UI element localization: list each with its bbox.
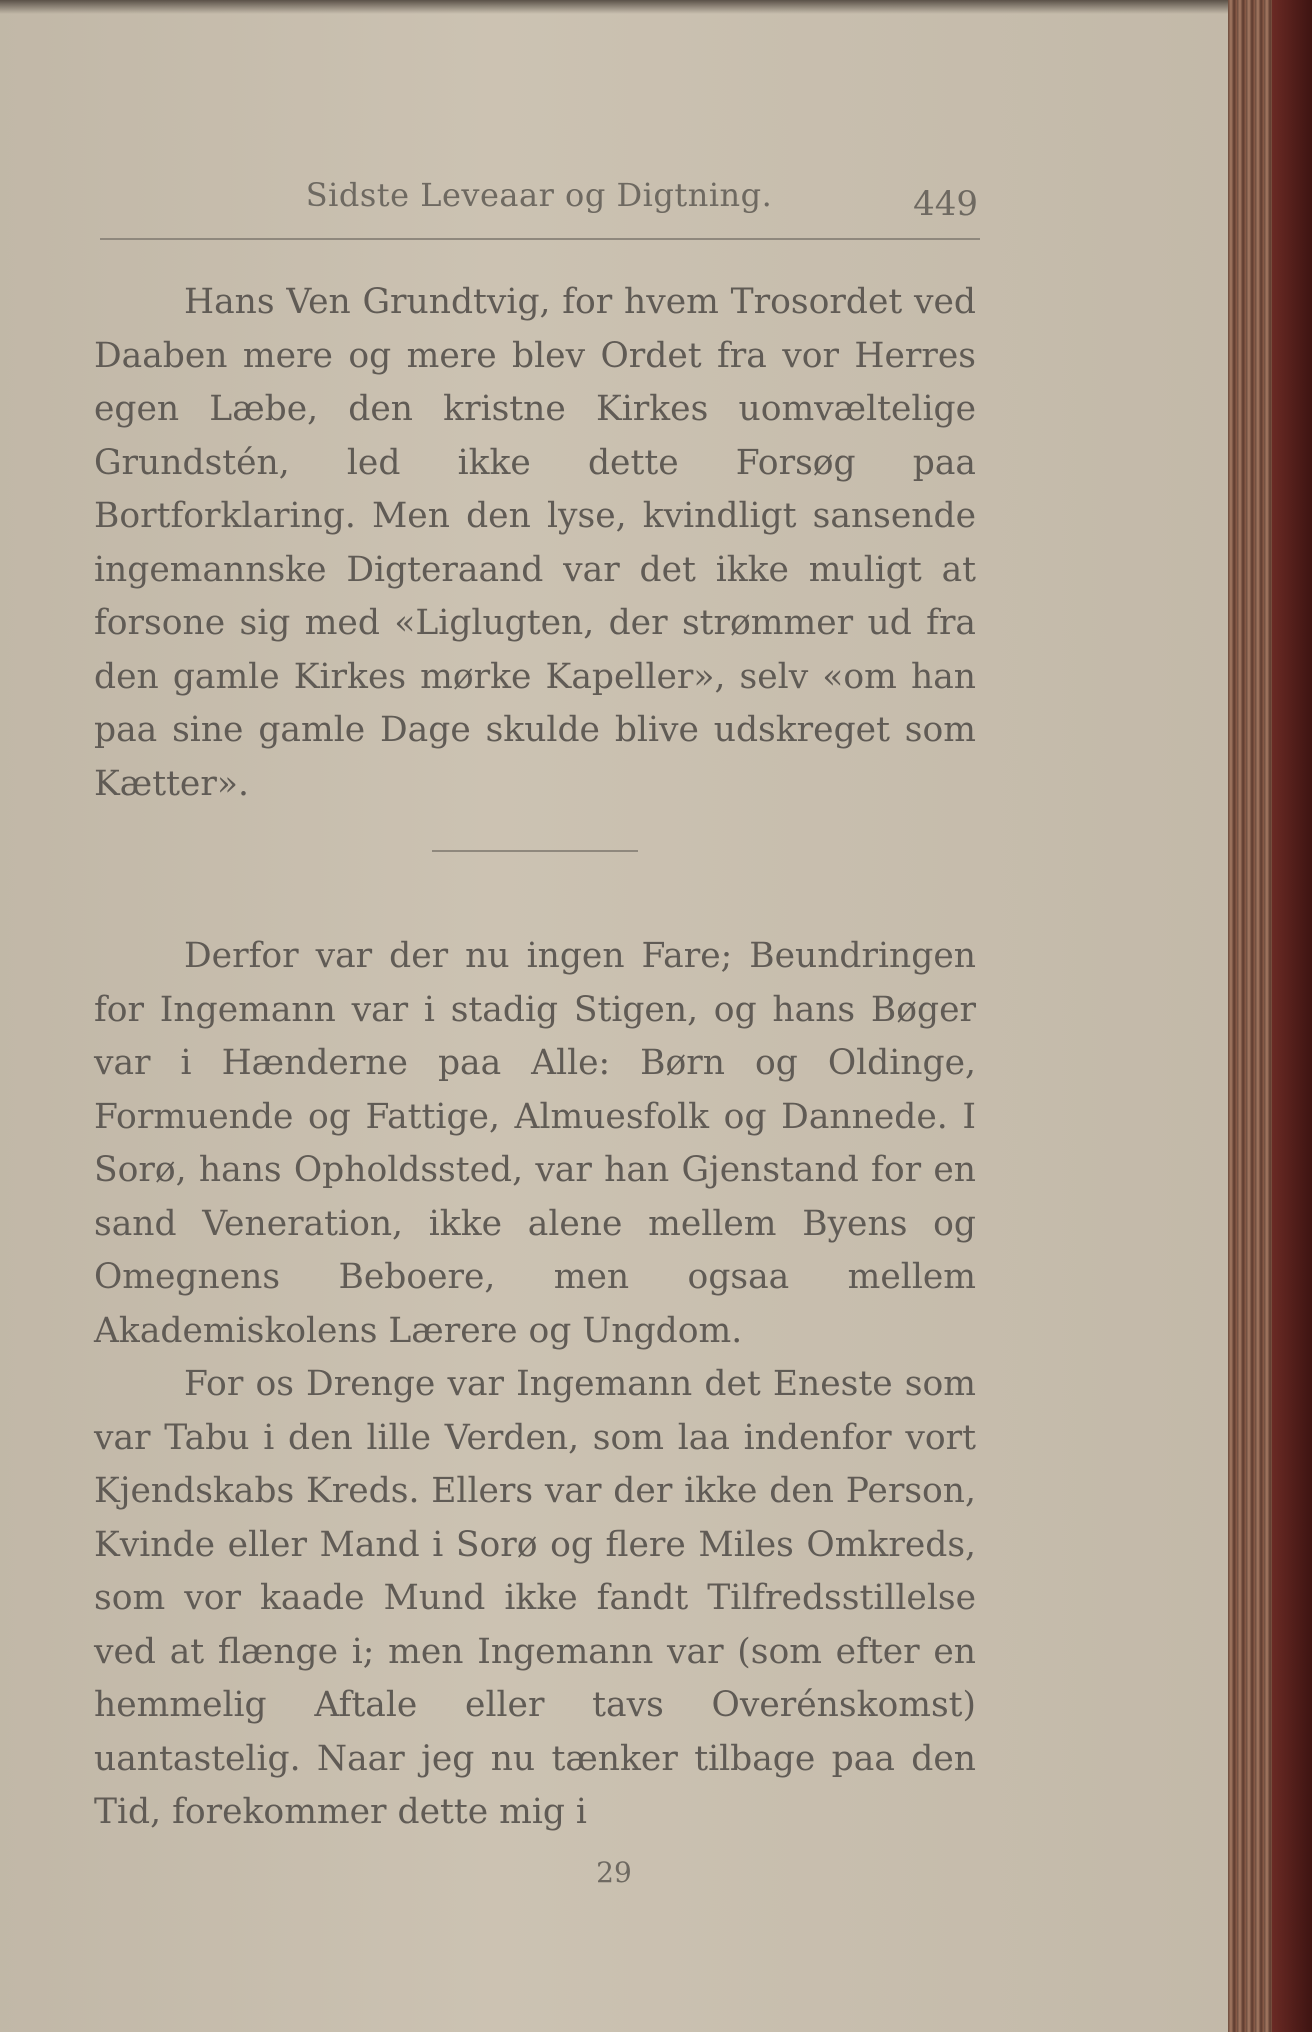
- book-cover-edge: [1272, 0, 1312, 2032]
- text-block-lower: [94, 930, 976, 1840]
- running-title: Sidste Leveaar og Digtning.: [305, 176, 773, 214]
- page-number: 449: [913, 184, 978, 224]
- text-block-upper: [94, 276, 976, 811]
- header-rule: [100, 238, 980, 240]
- page-header: [96, 160, 982, 230]
- signature-mark: 29: [596, 1856, 632, 1889]
- paragraph-grundtvig: Hans Ven Grundtvig, for hvem Trosordet ved Daaben mere og mere blev Ordet fra vor Herres egen Læbe, den kristne Kirkes uomvæltelige Grundstén, led ikke dette Forsøg paa Bortforklaring. Men den lyse, kvindligt sansende ingemannske Digteraand var det ikke muligt at forsone sig med «Liglugten, der strømmer ud fra den gamle Kirkes mørke Kapeller», selv «om han paa sine gamle Dage skulde blive udskreget som Kætter».: [94, 282, 976, 804]
- paragraph-derfor: Derfor var der nu ingen Fare; Beundringen for Ingemann var i stadig Stigen, og hans Bøger var i Hænderne paa Alle: Børn og Oldinge, Formuende og Fattige, Almuesfolk og Dannede. I Sorø, hans Opholdssted, var han Gjenstand for en sand Veneration, ikke alene mellem Byens og Omegnens Beboere, men ogsaa mellem Akademiskolens Lærere og Ungdom.: [94, 936, 976, 1351]
- section-separator: [432, 850, 638, 852]
- page-top-shadow: [0, 0, 1228, 14]
- paragraph-drenge: For os Drenge var Ingemann det Eneste som var Tabu i den lille Verden, som laa indenfor vort Kjendskabs Kreds. Ellers var der ikke den Person, Kvinde eller Mand i Sorø og flere Miles Omkreds, som vor kaade Mund ikke fandt Tilfredsstillelse ved at flænge i; men Ingemann var (som efter en hemmelig Aftale eller tavs Overénskomst) uantastelig. Naar jeg nu tænker tilbage paa den Tid, forekommer dette mig i: [94, 1364, 976, 1832]
